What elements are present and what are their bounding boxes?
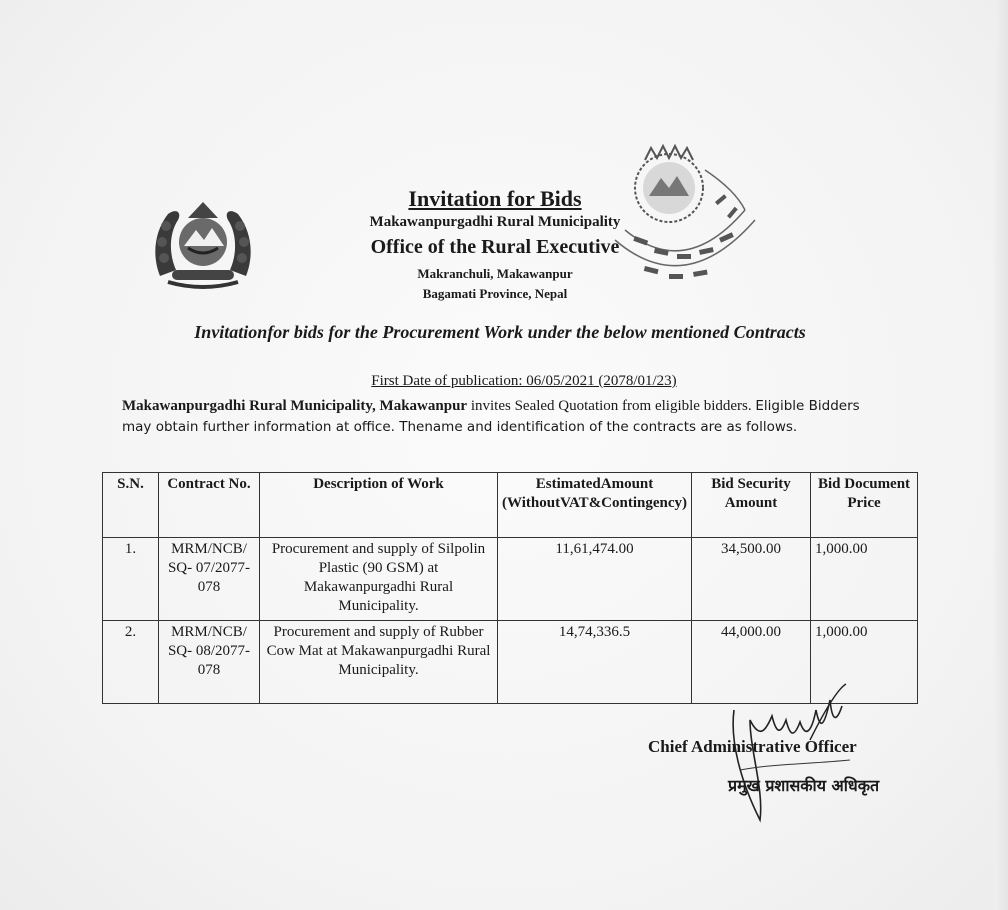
header-description: Description of Work — [260, 473, 498, 538]
cell-estimated: 11,61,474.00 — [498, 538, 692, 621]
cell-price: 1,000.00 — [811, 621, 918, 704]
header-price: Bid Document Price — [811, 473, 918, 538]
paper-edge — [994, 0, 1008, 910]
header-sn: S.N. — [103, 473, 159, 538]
document-title: Invitation for Bids — [408, 186, 582, 211]
cell-sn: 2. — [103, 621, 159, 704]
cell-description: Procurement and supply of Rubber Cow Mat at Makawanpurgadhi Rural Municipality. — [260, 621, 498, 704]
municipality-name: Makawanpurgadhi Rural Municipality — [369, 214, 621, 230]
office-name: Office of the Rural Executive — [370, 236, 620, 258]
cell-security: 34,500.00 — [692, 538, 811, 621]
publication-date: First Date of publication: 06/05/2021 (2078/01/23) — [371, 373, 677, 389]
contracts-table — [102, 472, 918, 704]
officer-title-nepali: प्रमुख प्रशासकीय अधिकृत — [728, 776, 880, 795]
cell-description: Procurement and supply of Silpolin Plastic (90 GSM) at Makawanpurgadhi Rural Municipality. — [260, 538, 498, 621]
header-security: Bid Security Amount — [692, 473, 811, 538]
table-header-row — [103, 473, 918, 538]
address-line-1: Makranchuli, Makawanpur — [417, 266, 573, 281]
cell-security: 44,000.00 — [692, 621, 811, 704]
officer-title: Chief Administrative Officer — [648, 737, 857, 756]
intro-text-1: invites Sealed Quotation from eligible bidders. — [467, 398, 752, 414]
cell-contract: MRM/NCB/ SQ- 07/2077-078 — [159, 538, 260, 621]
address-line-2: Bagamati Province, Nepal — [422, 286, 568, 301]
intro-paragraph — [122, 396, 882, 438]
intro-lead: Makawanpurgadhi Rural Municipality, Makawanpur — [122, 398, 468, 414]
nepal-emblem-icon — [148, 196, 258, 292]
intro-text-2: Eligible Bidders may obtain further information at office. Thename and identification of the contracts are as follows. — [122, 398, 860, 435]
cell-price: 1,000.00 — [811, 538, 918, 621]
header-contract: Contract No. — [159, 473, 260, 538]
cell-contract: MRM/NCB/ SQ- 08/2077-078 — [159, 621, 260, 704]
cell-sn: 1. — [103, 538, 159, 621]
table-row — [103, 538, 918, 621]
cell-estimated: 14,74,336.5 — [498, 621, 692, 704]
notice-subtitle: Invitationfor bids for the Procurement Work under the below mentioned Contracts — [194, 322, 806, 342]
header-estimated: EstimatedAmount (WithoutVAT&Contingency) — [498, 473, 692, 538]
